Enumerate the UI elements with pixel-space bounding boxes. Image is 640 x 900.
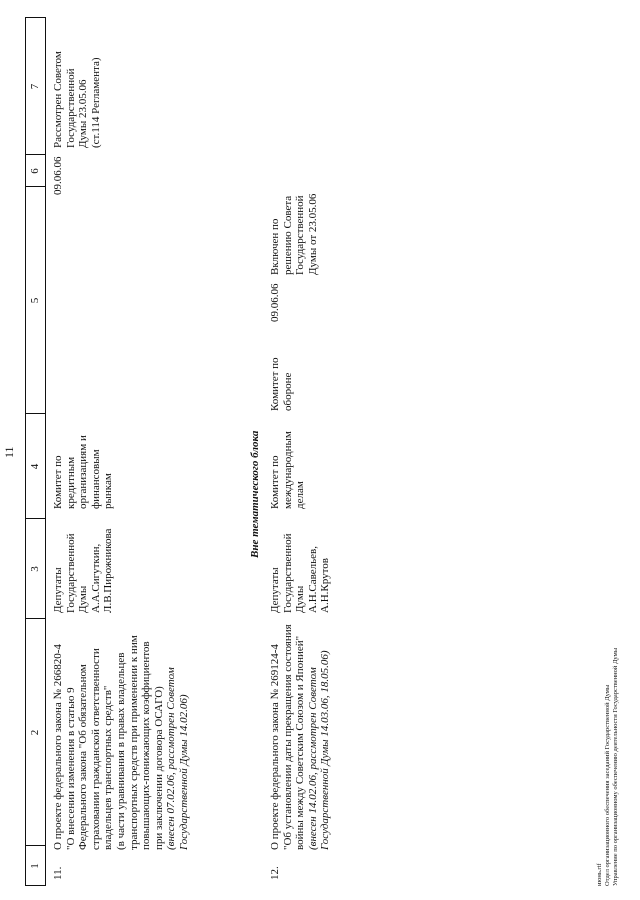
row-number: 12.	[269, 866, 281, 880]
footer-line-1: Отдел организационного обеспечения заседаний Государственной Думы	[604, 684, 611, 886]
co-committee-line: Комитет по	[269, 357, 281, 411]
bill-title-line: О проекте федерального закона № 266820-4	[52, 644, 64, 850]
footer-file: июнь.rtf	[596, 863, 603, 886]
authors-line: Думы	[294, 585, 307, 613]
section-heading: Вне тематического блока	[249, 430, 261, 558]
column-header-6: 6	[29, 168, 41, 174]
footer-line-2: Управление по организационному обеспечению деятельности Государственной Думы	[612, 647, 619, 886]
column-header-1: 1	[29, 863, 41, 869]
committee-line: Комитет по	[52, 455, 64, 509]
bill-title-line: (в части уравнивания в правах владельцев	[114, 652, 127, 850]
authors-line: Государственной	[281, 533, 294, 613]
bill-title	[52, 635, 191, 850]
authors-line: Государственной	[64, 533, 77, 613]
status-line: Рассмотрен Советом	[52, 51, 64, 148]
status-line: Государственной	[294, 195, 307, 275]
committee-line: кредитным	[64, 456, 77, 509]
bill-title-line: повышающих-понижающих коэффициентов	[140, 641, 153, 850]
committee	[52, 435, 115, 509]
bill-title-line: при заключении договора ОСАГО)	[152, 686, 165, 850]
status-line: Думы 23.05.06	[77, 79, 90, 148]
bill-note-line: Государственной Думы 14.03.06, 18.05.06)	[319, 650, 332, 850]
status-line: (ст.114 Регламента)	[89, 57, 102, 148]
bill-note-line: Государственной Думы 14.02.06)	[177, 694, 190, 850]
column-header-3: 3	[29, 566, 41, 572]
bill-title-line: О проекте федерального закона № 269124-4	[269, 644, 281, 850]
status-line: Думы от 23.05.06	[306, 193, 319, 275]
committee-line: организациям и	[77, 435, 90, 509]
status-line: Включен по	[269, 218, 281, 275]
authors-line: Депутаты	[269, 567, 281, 613]
status	[52, 51, 102, 148]
review-date: 09.06.06	[52, 156, 64, 195]
status-line: Государственной	[64, 68, 77, 148]
column-header-7: 7	[29, 83, 41, 90]
page-number: 11	[2, 446, 16, 458]
committee-line: международным	[281, 431, 294, 509]
authors-line: А.Н.Савельев,	[306, 546, 319, 613]
authors-line: А.А.Сигуткин,	[89, 543, 102, 613]
review-date: 09.06.06	[269, 283, 281, 322]
authors-line: Думы	[77, 585, 90, 613]
committee-line: Комитет по	[269, 455, 281, 509]
header-top-rule	[25, 18, 26, 886]
committee-line: рынкам	[102, 473, 115, 509]
committee	[269, 431, 307, 509]
authors-line: Л.В.Пирожникова	[102, 528, 115, 613]
authors	[269, 533, 332, 613]
bill-title-line: Федерального закона "Об обязательном	[77, 664, 90, 850]
bill-title-line: транспортных средств при применении к ним	[127, 635, 140, 850]
bill-title-line: войны между Советским Союзом и Японией"	[294, 635, 307, 850]
bill-title-line: владельцев транспортных средств"	[102, 685, 115, 850]
status-line: решению Совета	[281, 195, 294, 275]
column-header-5: 5	[29, 297, 41, 304]
bill-title-line: страховании гражданской ответственности	[89, 648, 102, 850]
bill-title	[269, 624, 332, 850]
committee-line: делам	[294, 481, 307, 509]
co-committee-line: обороне	[281, 372, 294, 411]
authors-line: А.Н.Крутов	[319, 558, 332, 613]
status	[269, 194, 319, 275]
bill-title-line: "Об установлении даты прекращения состояния	[281, 624, 294, 850]
bill-title-line: "О внесении изменения в статью 9	[64, 687, 77, 850]
co-committee	[269, 357, 294, 411]
column-header-2: 2	[29, 729, 41, 736]
bill-note-line: (внесен 07.02.06, рассмотрен Советом	[165, 667, 178, 850]
authors-line: Депутаты	[52, 567, 64, 613]
row-number: 11.	[52, 866, 64, 880]
header-bottom-rule	[45, 18, 46, 886]
authors	[52, 529, 115, 613]
column-header-4: 4	[29, 463, 41, 470]
committee-line: финансовым	[89, 449, 102, 509]
bill-note-line: (внесен 14.02.06, рассмотрен Советом	[306, 667, 319, 850]
